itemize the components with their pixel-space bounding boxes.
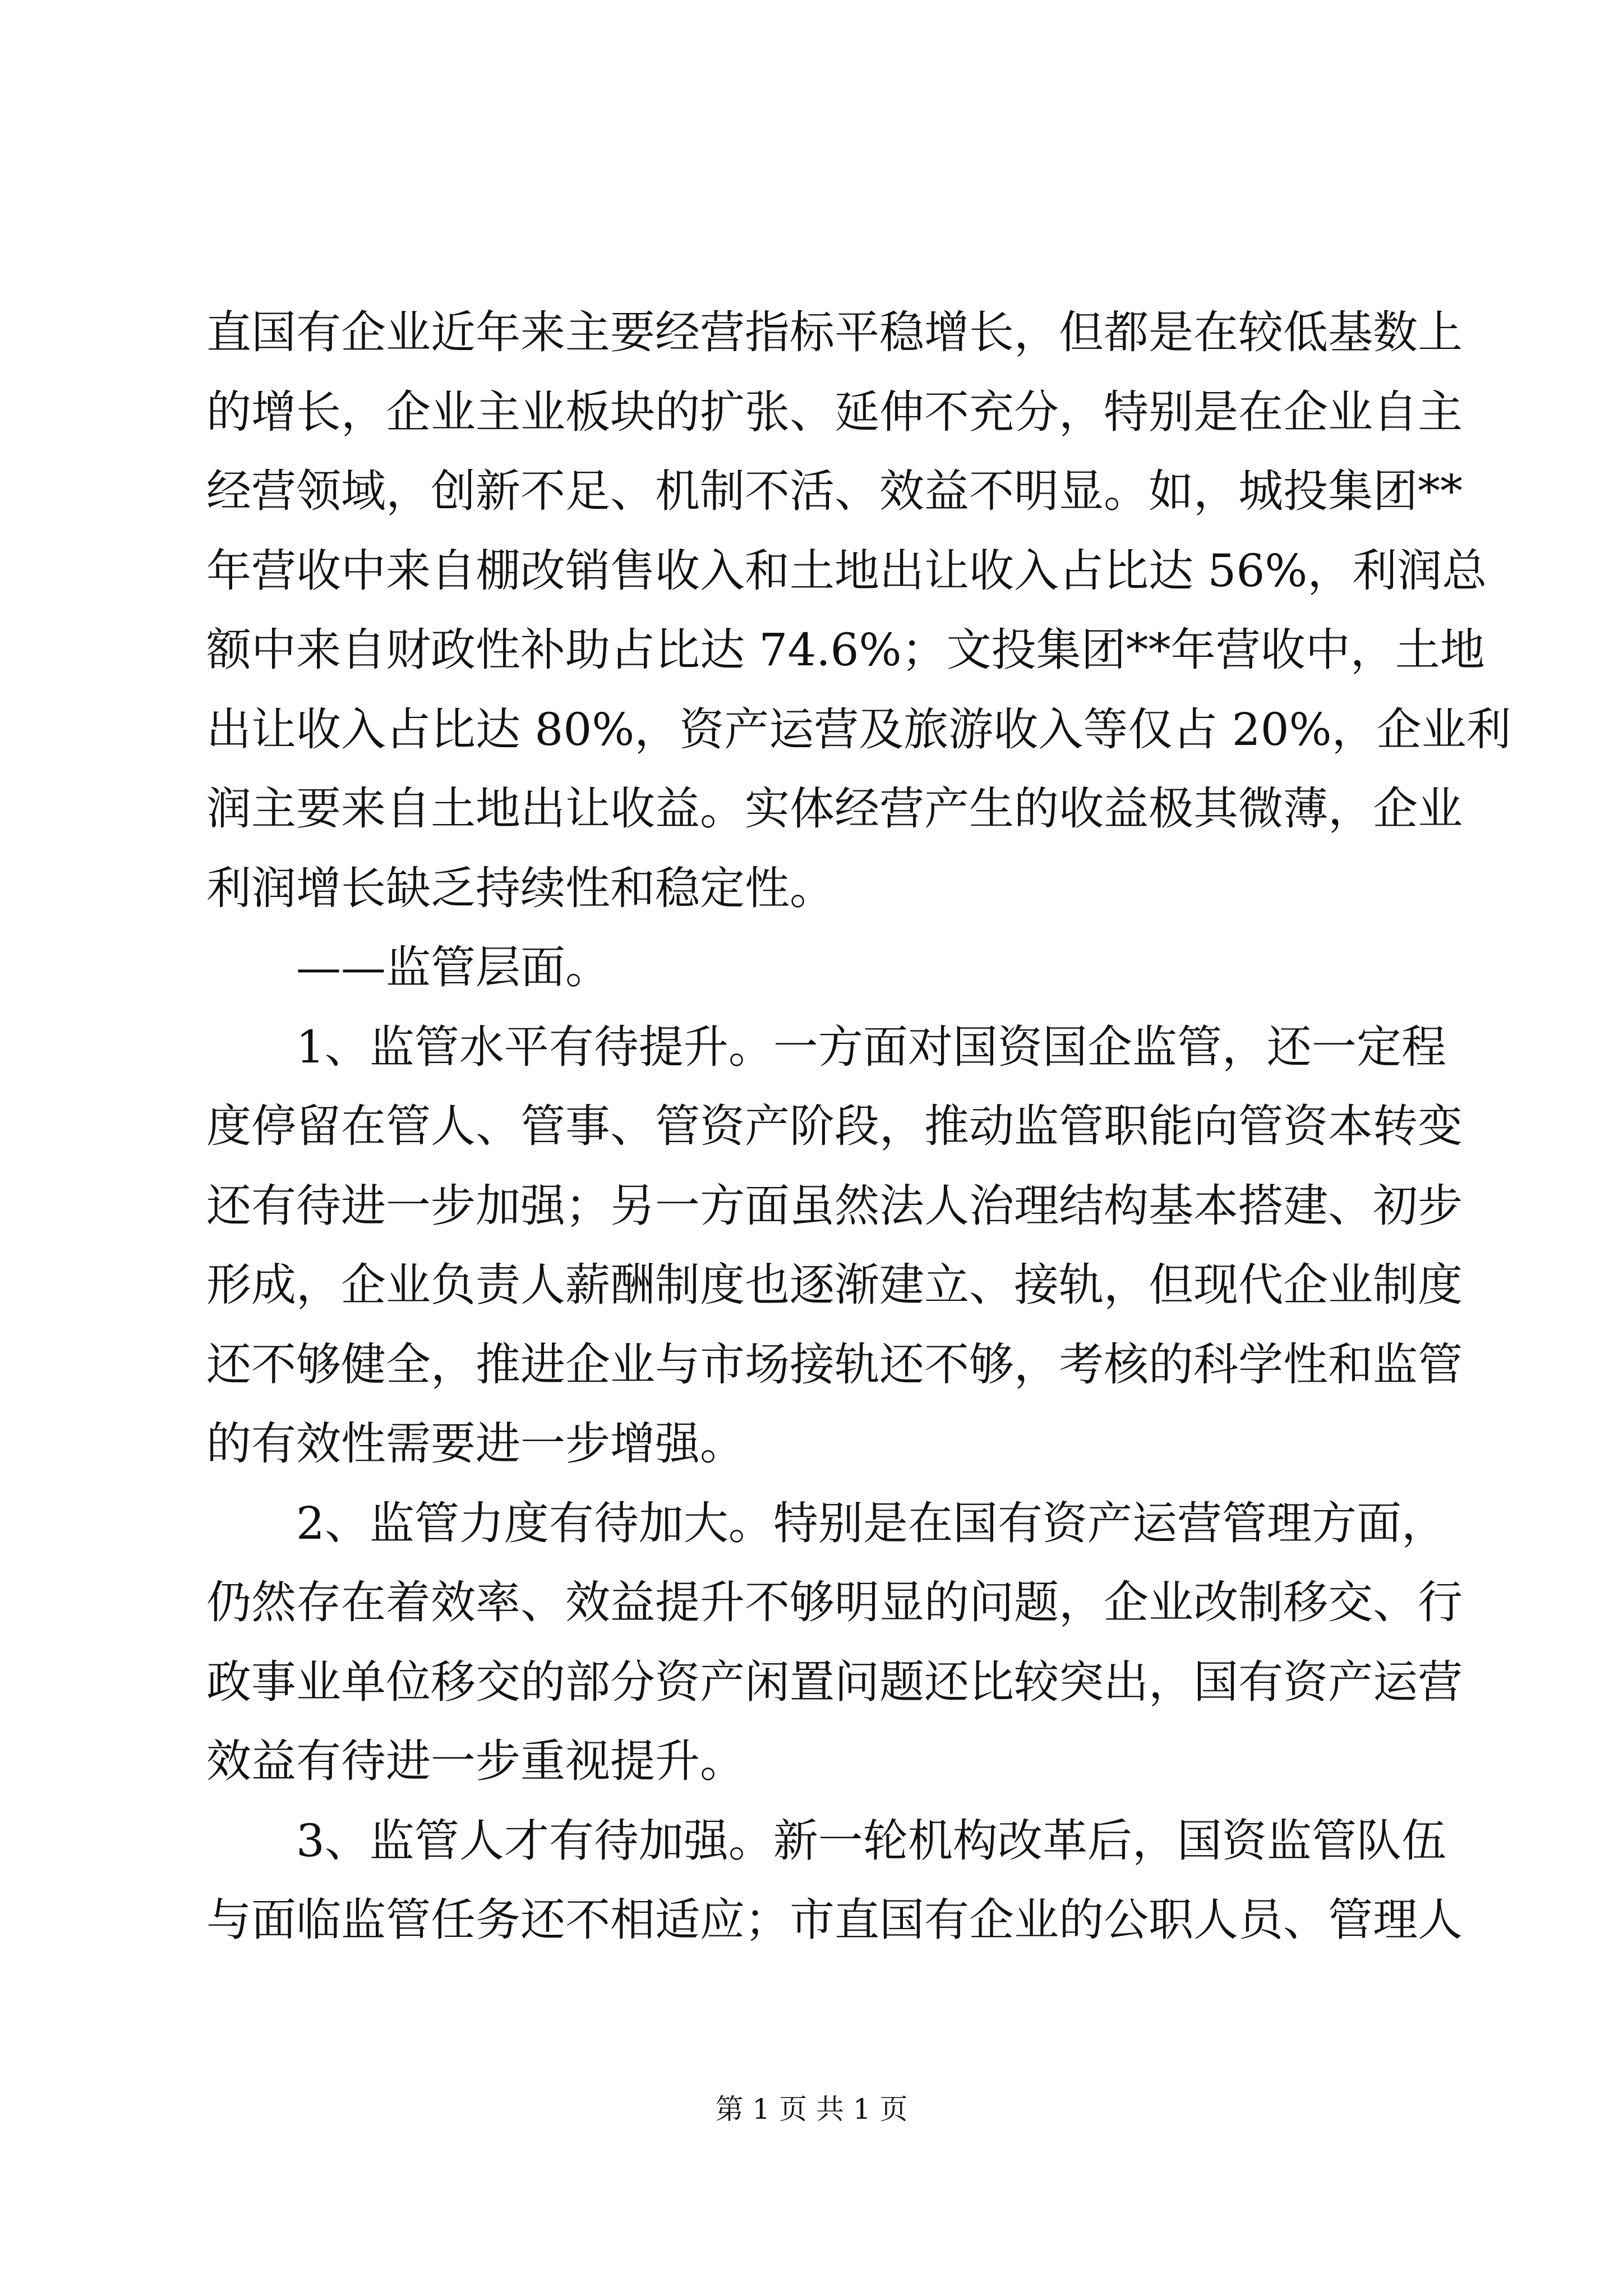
text-line: 形成，企业负责人薪酬制度也逐渐建立、接轨，但现代企业制度	[206, 1259, 1463, 1311]
text-line: 年营收中来自棚改销售收入和土地出让收入占比达 56%，利润总	[206, 544, 1487, 597]
text-line: 效益有待进一步重视提升。	[206, 1735, 745, 1787]
text-line: 直国有企业近年来主要经营指标平稳增长，但都是在较低基数上	[206, 306, 1463, 358]
paragraph	[206, 1484, 1463, 1801]
text-line: 利润增长缺乏持续性和稳定性。	[206, 862, 834, 914]
text-line: 2、监管力度有待加大。特别是在国有资产运营管理方面，	[296, 1497, 1446, 1549]
text-line: 度停留在管人、管事、管资产阶段，推动监管职能向管资本转变	[206, 1100, 1463, 1152]
paragraph	[206, 1801, 1463, 1960]
text-line: 与面临监管任务还不相适应；市直国有企业的公职人员、管理人	[206, 1894, 1463, 1946]
document-body	[206, 293, 1511, 1960]
text-line: 还不够健全，推进企业与市场接轨还不够，考核的科学性和监管	[206, 1338, 1463, 1391]
text-line: 经营领域，创新不足、机制不活、效益不明显。如，城投集团**	[206, 465, 1463, 517]
text-line: ——监管层面。	[296, 941, 610, 993]
text-line: 还有待进一步加强；另一方面虽然法人治理结构基本搭建、初步	[206, 1179, 1463, 1232]
text-line: 的增长，企业主业板块的扩张、延伸不充分，特别是在企业自主	[206, 385, 1463, 438]
paragraph	[206, 928, 1423, 1007]
page-footer: 第 1 页 共 1 页	[715, 2093, 908, 2125]
text-line: 政事业单位移交的部分资产闲置问题还比较突出，国有资产运营	[206, 1655, 1463, 1708]
text-line: 仍然存在着效率、效益提升不够明显的问题，企业改制移交、行	[206, 1576, 1463, 1628]
paragraph	[206, 1007, 1463, 1484]
text-line: 1、监管水平有待提升。一方面对国资国企监管，还一定程	[296, 1020, 1446, 1073]
paragraph	[206, 293, 1511, 928]
text-line: 额中来自财政性补助占比达 74.6%；文投集团**年营收中，土地	[206, 624, 1485, 676]
text-line: 的有效性需要进一步增强。	[206, 1418, 745, 1470]
text-line: 3、监管人才有待加强。新一轮机构改革后，国资监管队伍	[296, 1814, 1446, 1867]
text-line: 润主要来自土地出让收益。实体经营产生的收益极其微薄，企业	[206, 783, 1463, 835]
text-line: 出让收入占比达 80%，资产运营及旅游收入等仅占 20%，企业利	[206, 703, 1511, 756]
